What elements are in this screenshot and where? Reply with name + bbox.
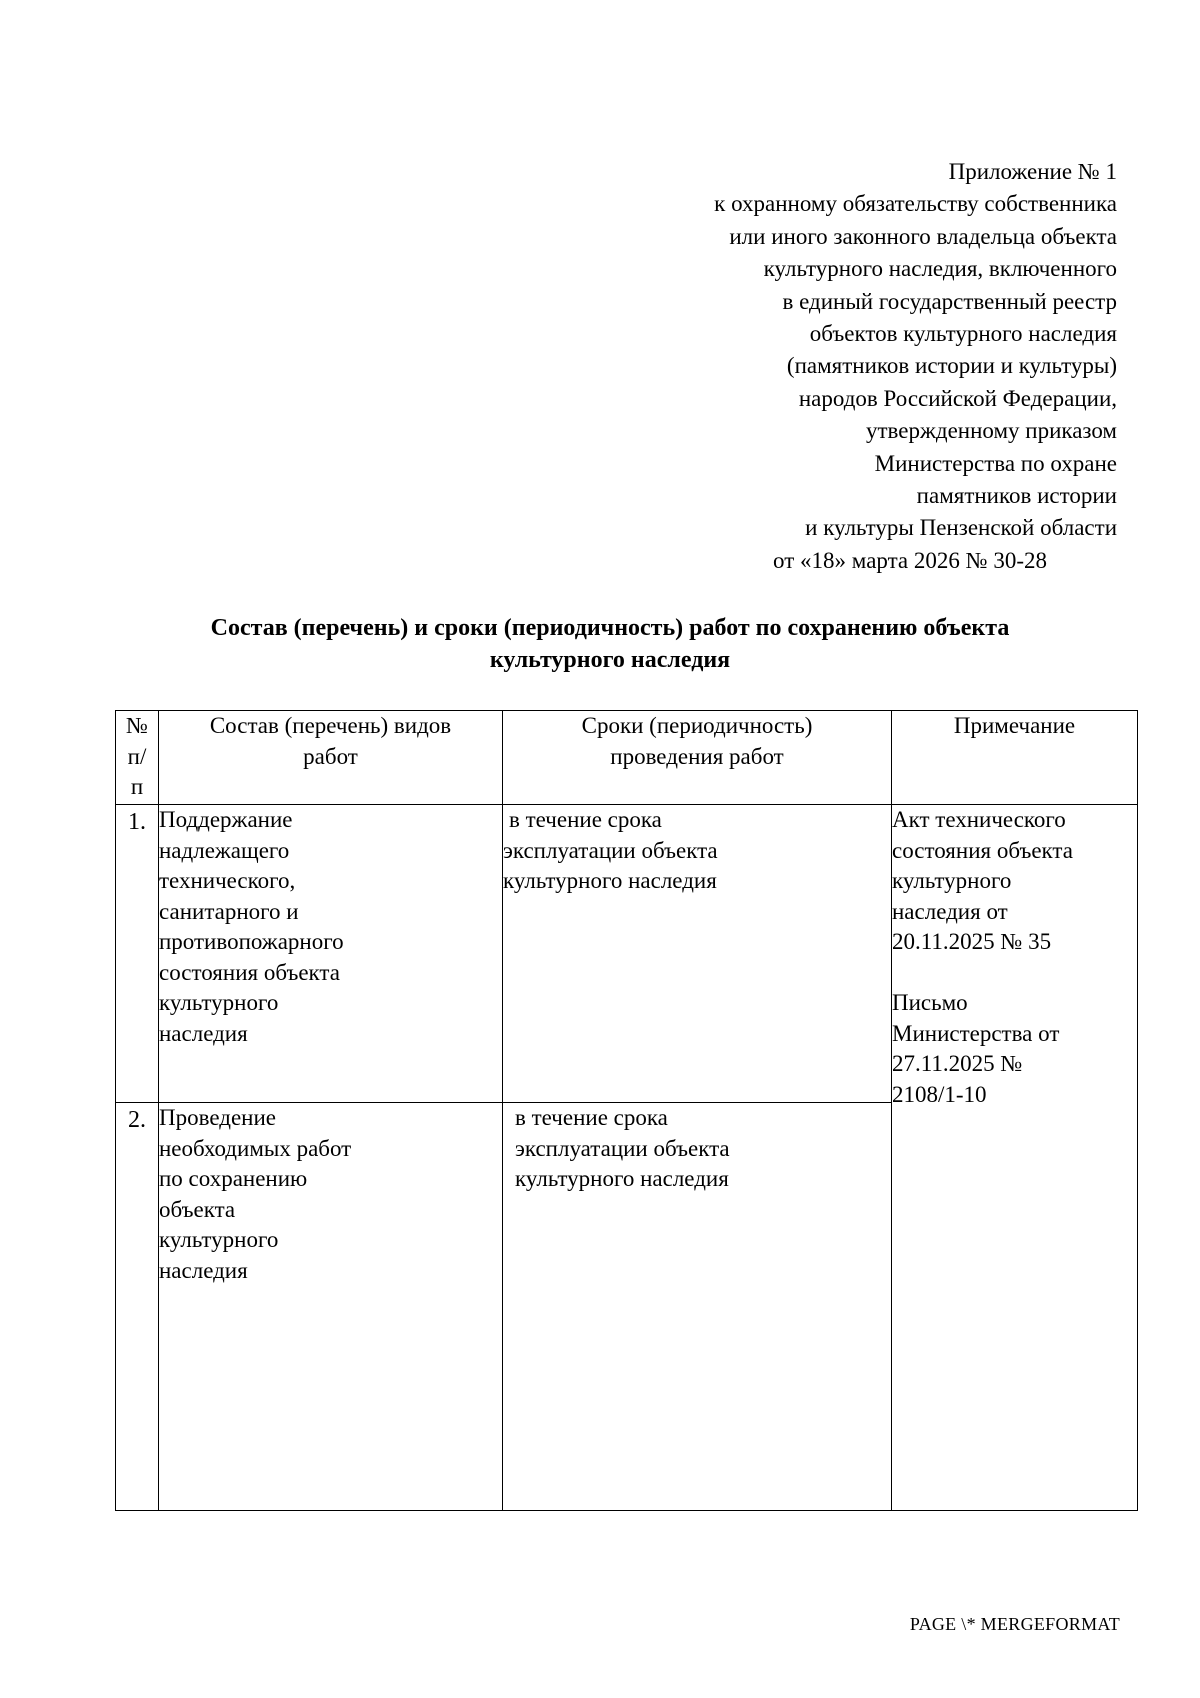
header-num-line: № [126,713,148,738]
row-2-term [503,1103,892,1511]
term-line: культурного наследия [503,868,717,893]
work-line: надлежащего [159,837,290,863]
work-line: противопожарного [159,929,344,954]
title-line-2: культурного наследия [489,647,731,673]
header-num-line: п [130,774,144,799]
appendix-line: памятников истории [916,483,1117,509]
term-line: эксплуатации объекта [515,1135,730,1161]
note-line: 2108/1-10 [892,1081,987,1107]
note-line: культурного [892,868,1012,893]
header-term-line: проведения работ [610,743,784,769]
appendix-line: и культуры Пензенской области [805,515,1117,541]
work-line: объекта [159,1196,236,1222]
term-line: в течение срока [515,1105,668,1130]
appendix-header [557,156,1117,577]
work-line: состояния объекта [159,959,340,985]
header-term-line: Сроки (периодичность) [581,713,813,738]
note-line: наследия от [892,898,1008,924]
work-line: санитарного и [159,898,299,924]
note-line: состояния объекта [892,837,1073,863]
row-2-num: 2. [116,1103,159,1511]
appendix-line: в единый государственный реестр [782,288,1117,314]
note-cell [892,805,1138,1511]
work-line: наследия [159,1020,248,1046]
note-line: Письмо [892,990,968,1015]
note-spacer [892,958,1137,989]
term-line: в течение срока [509,807,662,832]
row-1-work [159,805,503,1103]
work-line: Проведение [159,1105,276,1130]
document-title [120,612,1100,676]
work-line: Поддержание [159,807,293,832]
header-note [892,711,1138,805]
note-line: Министерства от [892,1020,1060,1046]
appendix-line: к охранному обязательству собственника [714,191,1117,217]
header-note-line: Примечание [953,713,1076,738]
work-line: технического, [159,868,296,893]
appendix-line: утвержденному приказом [866,418,1117,444]
appendix-line: (памятников истории и культуры) [786,353,1117,379]
appendix-date-line: от «18» марта 2026 № 30-28 [773,547,1047,573]
table-header-row [116,711,1138,805]
appendix-line: культурного наследия, включенного [763,256,1117,282]
appendix-line: или иного законного владельца объекта [729,223,1117,249]
appendix-line: народов Российской Федерации, [798,385,1117,411]
row-1-term [503,805,892,1103]
appendix-line: Приложение № 1 [948,159,1117,184]
note-line: Акт технического [892,807,1066,832]
work-line: по сохранению [159,1166,308,1191]
row-2-work [159,1103,503,1511]
header-work-line: работ [303,743,358,769]
term-line: культурного наследия [515,1166,729,1191]
row-1-num: 1. [116,805,159,1103]
header-num-line: п/ [127,743,147,769]
work-line: необходимых работ [159,1135,352,1161]
works-table [115,710,1138,1511]
page-footer-field: PAGE \* MERGEFORMAT [909,1614,1120,1634]
work-line: культурного [159,990,279,1015]
appendix-line: объектов культурного наследия [809,321,1117,347]
work-line: культурного [159,1227,279,1252]
header-work-line: Состав (перечень) видов [209,713,452,738]
term-line: эксплуатации объекта [503,837,718,863]
work-line: наследия [159,1257,248,1283]
title-line-1: Состав (перечень) и сроки (периодичность) работ по сохранению объекта [210,615,1010,641]
header-work [159,711,503,805]
table-row [116,805,1138,1103]
note-line: 20.11.2025 № 35 [892,929,1052,954]
header-term [503,711,892,805]
appendix-line: Министерства по охране [874,450,1117,476]
header-num [116,711,159,805]
note-line: 27.11.2025 № [892,1051,1023,1076]
